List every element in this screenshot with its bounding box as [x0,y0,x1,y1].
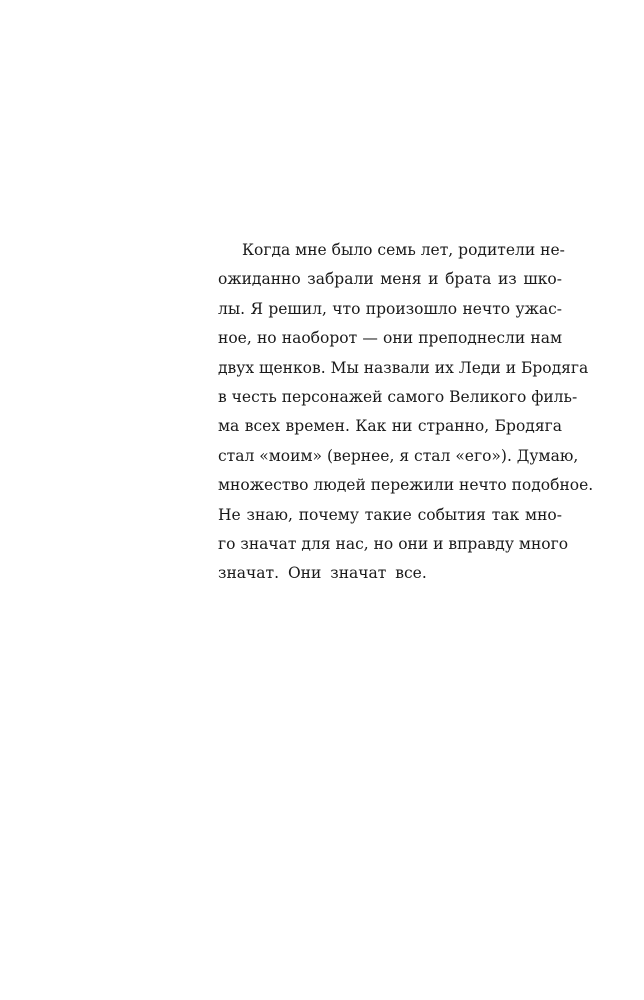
paragraph-line: в честь персонажей самого Великого филь- [218,387,578,406]
paragraph-line: ожиданно забрали меня и брата из шко- [218,270,562,289]
paragraph-line: лы. Я решил, что произошло нечто ужас- [218,299,562,318]
paragraph-line: ное, но наоборот — они преподнесли нам [218,329,562,348]
paragraph-line: значат. Они значат все. [218,564,427,583]
paragraph-line: множество людей пережили нечто подобное. [218,476,594,495]
body-paragraph [218,236,594,589]
paragraph-line: Не знаю, почему такие события так мно- [218,505,562,524]
paragraph-line: ма всех времен. Как ни странно, Бродяга [218,417,562,436]
paragraph-line: двух щенков. Мы назвали их Леди и Бродяга [218,358,589,377]
paragraph-line: Когда мне было семь лет, родители не- [242,241,565,259]
paragraph-line: стал «моим» (вернее, я стал «его»). Думаю, [218,446,579,465]
paragraph-line: го значат для нас, но они и вправду много [218,534,569,553]
